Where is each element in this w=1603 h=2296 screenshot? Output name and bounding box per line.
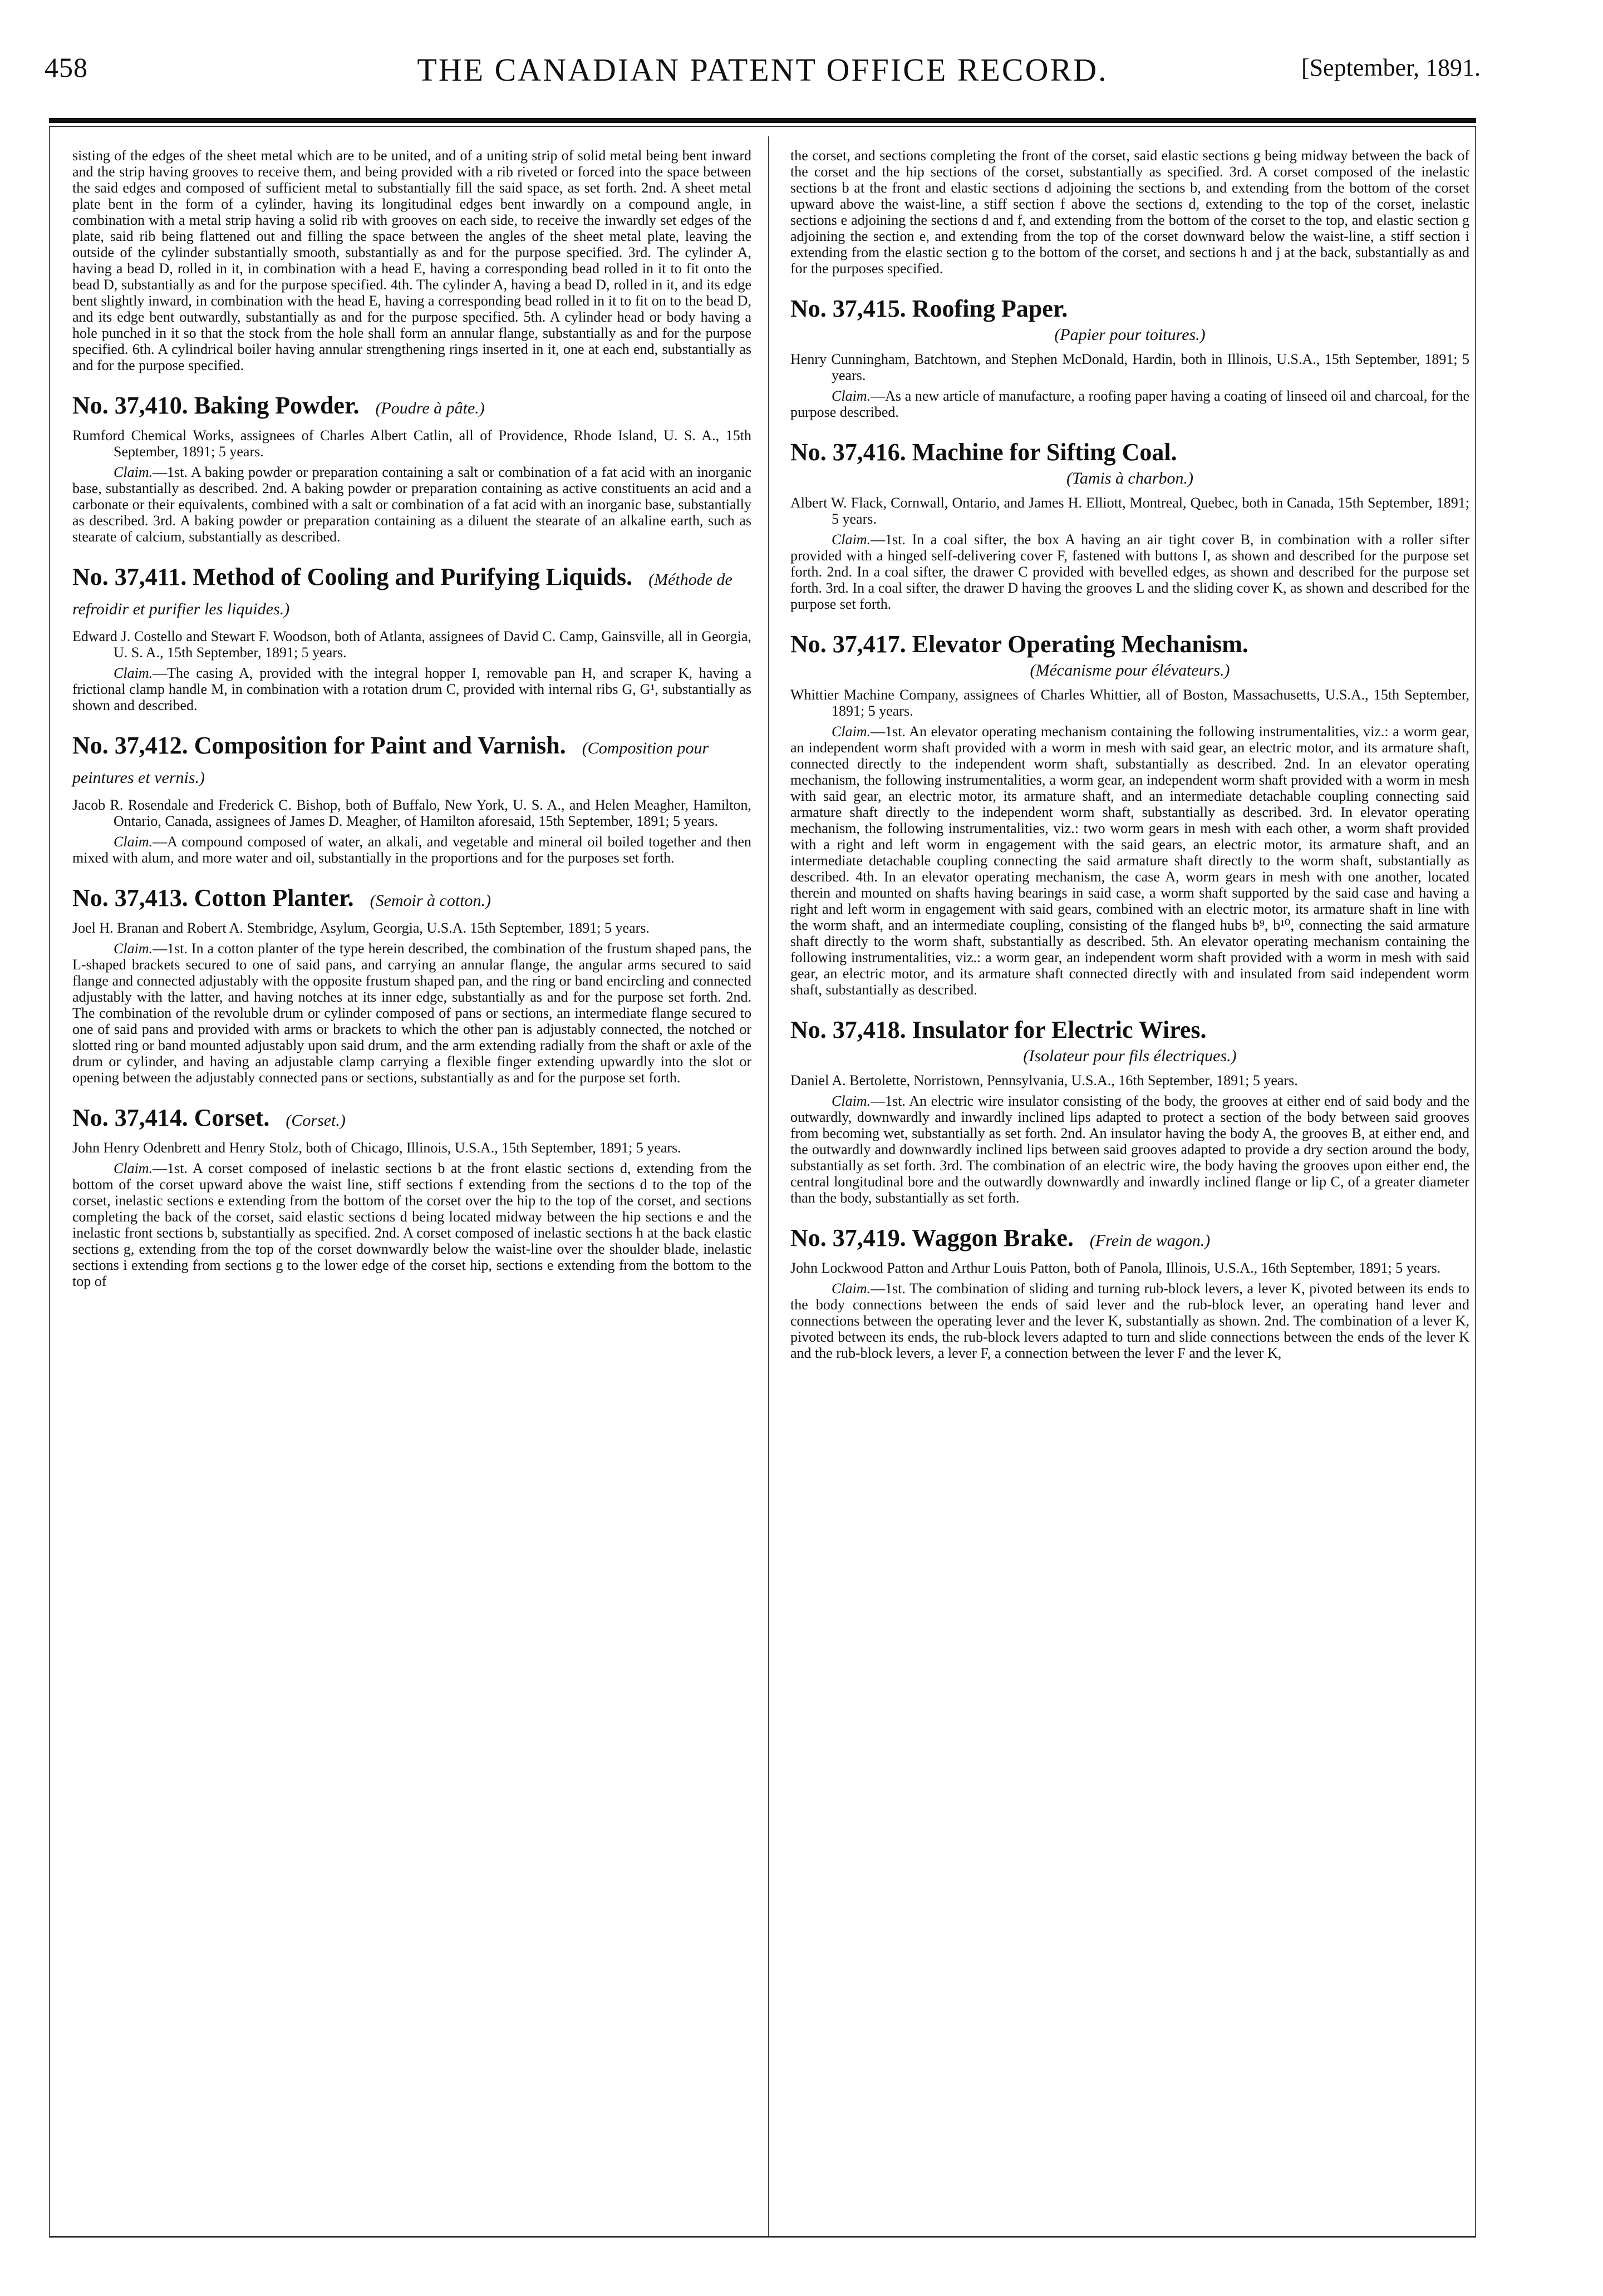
entry-french-title: (Poudre à pâte.) xyxy=(375,399,485,417)
entry-assignee: Daniel A. Bertolette, Norristown, Pennsylvania, U.S.A., 16th September, 1891; 5 years. xyxy=(790,1072,1298,1088)
entry-french-title: (Corset.) xyxy=(286,1111,346,1130)
claim-text: —1st. An electric wire insulator consisting of the body, the grooves at either end of said body and the outwardly, downwardly and inwardly inclined lips adapted to protect a section of the body between said grooves from becoming wet, substantially as set forth. 2nd. An insulator having the body A, the grooves B, at either end, and the outwardly and downwardly inclined lips between said grooves adapted to provide a dry section around the body, substantially as set forth. 3rd. The combination of an electric wire, the body having the grooves upon either end, the central longitudinal bore and the outwardly downwardly and inwardly inclined flange or lip C, of a greater diameter than the body, substantially as set forth. xyxy=(790,1093,1469,1206)
entry-title: Waggon Brake. xyxy=(912,1224,1074,1252)
patent-entry-37411 xyxy=(72,564,751,713)
entry-assignee: Jacob R. Rosendale and Frederick C. Bishop, both of Buffalo, New York, U. S. A., and Helen Meagher, Hamilton, Ontario, Canada, assignees of James D. Meagher, of Hamilton aforesaid, 15th September, 1891; 5 years. xyxy=(72,797,751,829)
claim-text: —1st. The combination of sliding and turning rub-block levers, a lever K, pivoted between its ends to the body connections between the ends of said lever and the rub-block lever, an operating hand lever and connections between the operating lever and the lever K, substantially as shown. 2nd. The combination of a lever K, pivoted between its ends, the rub-block levers adapted to turn and slide connections between the ends of the lever K and the rub-block levers, a lever F, a connection between the lever F and the lever K, xyxy=(790,1280,1469,1361)
entry-title: Corset. xyxy=(194,1104,270,1131)
column-divider xyxy=(768,136,769,2237)
claim-label: Claim. xyxy=(832,388,871,404)
header-rule xyxy=(49,118,1476,123)
patent-entry-37412 xyxy=(72,732,751,866)
entry-claim xyxy=(790,1093,1469,1206)
claim-text: —1st. In a coal sifter, the box A having an air tight cover B, in combination with a roller sifter provided with a hinged self-delivering cover F, fastened with buttons I, as shown and described for the purpose set forth. 2nd. In a coal sifter, the drawer C provided with bevelled edges, as shown and described for the purpose set forth. 3rd. In a coal sifter, the drawer D having the grooves L and the sliding cover K, as shown and described for the purpose set forth. xyxy=(790,531,1469,612)
entry-assignee: Edward J. Costello and Stewart F. Woodson, both of Atlanta, assignees of David C. Camp, Gainsville, all in Georgia, U. S. A., 15th September, 1891; 5 years. xyxy=(72,628,751,661)
patent-entry-37418 xyxy=(790,1017,1469,1206)
claim-label: Claim. xyxy=(114,834,153,850)
claim-text: —As a new article of manufacture, a roofing paper having a coating of linseed oil and charcoal, for the purpose described. xyxy=(790,388,1469,420)
continued-text: the corset, and sections completing the front of the corset, said elastic sections g being midway between the back of the corset and the hip sections of the corset, substantially as specified. 3rd. A corset composed of the inelastic sections b at the front and elastic sections d adjoining the sections b, and extending from the bottom of the corset upward above the waist-line, a stiff section f above the sections d, extending to the top of the corset, inelastic sections e adjoining the sections d and f, and extending from the bottom of the corset to the top, and elastic section g adjoining the section e, and extending from the top of the corset downward below the waist-line, a stiff section i extending from the elastic section g to the bottom of the corset, and sections h and j at the back, substantially as and for the purposes specified. xyxy=(790,147,1469,277)
entry-assignee: John Lockwood Patton and Arthur Louis Patton, both of Panola, Illinois, U.S.A., 16th September, 1891; 5 years. xyxy=(790,1260,1441,1276)
header-rule-thin xyxy=(49,126,1476,127)
claim-text: —1st. In a cotton planter of the type herein described, the combination of the frustum shaped pans, the L-shaped brackets secured to one of said pans, and carrying an annular flange, the angular arms secured to said flange and connected adjustably with the opposite frustum shaped pan, and the ring or band encircling and connected adjustably with the latter, and having notches at its inner edge, substantially as and for the purpose set forth. 2nd. The combination of the revoluble drum or cylinder composed of pans or sections, an intermediate flange secured to one of said pans and provided with arms or brackets to which the other pan is adjustably connected, the notched or slotted ring or band mounted adjustably upon said drum, and the arm extending radially from the shaft or axle of the drum or cylinder, and having an adjustable clamp carrying a flexible finger extending upwardly into the slot or opening between the adjustably connected pans or sections, substantially as and for the purpose set forth. xyxy=(72,940,751,1086)
entry-assignee: Joel H. Branan and Robert A. Stembridge, Asylum, Georgia, U.S.A. 15th September, 1891; 5 years. xyxy=(72,920,650,936)
entry-title: Roofing Paper. xyxy=(912,295,1068,322)
claim-label: Claim. xyxy=(832,1280,871,1297)
claim-text: —The casing A, provided with the integral hopper I, removable pan H, and scraper K, having a frictional clamp handle M, in combination with a rotation drum C, provided with internal ribs G, G¹, substantially as shown and described. xyxy=(72,665,751,713)
entry-claim xyxy=(72,1160,751,1289)
entry-heading xyxy=(790,1017,1469,1043)
entry-title: Composition for Paint and Varnish. xyxy=(194,732,566,759)
continued-text: sisting of the edges of the sheet metal which are to be united, and of a uniting strip of solid metal being bent inward and the strip having grooves to receive them, and being provided with a rib riveted or forced into the space between the said edges and composed of sufficient metal to substantially fill the said space, as set forth. 2nd. A sheet metal plate bent in the form of a cylinder, having its longitudinal edges bent inwardly on a compound angle, in combination with a metal strip having a solid rib with grooves on each side, to receive the inwardly set edges of the plate, said rib being flattened out and filling the space between the angles of the sheet metal plate, leaving the outside of the cylinder substantially smooth, substantially as and for the purpose specified. 3rd. The cylinder A, having a bead D, rolled in it, in combination with a head E, having a corresponding bead rolled in it to fit onto the bead D, substantially as and for the purpose specified. 4th. The cylinder A, having a bead D, rolled in it, and its edge bent slightly inward, in combination with the head E, having a corresponding bead rolled in it to fit on to the bead D, and its edge bent outwardly, substantially as and for the purpose specified. 5th. A cylinder head or body having a hole punched in it so that the stock from the hole shall form an annular flange, substantially as and for the purpose specified. 6th. A cylindrical boiler having annular strengthening rings inserted in it, one at each end, substantially as and for the purpose specified. xyxy=(72,147,751,373)
claim-label: Claim. xyxy=(832,531,871,548)
issue-date: [September, 1891. xyxy=(1301,54,1481,81)
entry-french-title: (Semoir à cotton.) xyxy=(370,891,491,910)
entry-french-title: (Mécanisme pour élévateurs.) xyxy=(1030,661,1230,679)
claim-label: Claim. xyxy=(114,464,153,480)
entry-heading xyxy=(790,295,1469,322)
patent-entry-37414 xyxy=(72,1105,751,1289)
entry-title: Cotton Planter. xyxy=(194,884,354,911)
entry-number: No. 37,412. xyxy=(72,732,188,759)
entry-claim xyxy=(790,1280,1469,1361)
entry-assignee: Whittier Machine Company, assignees of Charles Whittier, all of Boston, Massachusetts, U.S.A., 15th September, 1891; 5 years. xyxy=(790,687,1469,719)
claim-label: Claim. xyxy=(114,1160,153,1176)
entry-number: No. 37,416. xyxy=(790,438,906,466)
entry-claim xyxy=(72,940,751,1086)
claim-text: —1st. An elevator operating mechanism containing the following instrumentalities, viz.: a worm gear, an independent worm shaft provided with a worm in mesh with said gear, an electric motor, and its armature shaft, connected directly to the independent worm shaft, substantially as described. 2nd. In an elevator operating mechanism, the following instrumentalities, a worm gear, an independent worm shaft provided with a worm in mesh with said gear, an electric motor, its armature shaft, and an intermediate detachable coupling connecting said armature shaft directly to the independent worm shaft, substantially as described. 3rd. In elevator operating mechanism, the following instrumentalities, viz.: two worm gears in mesh with each other, a worm shaft provided with a right and left worm in engagement with the said gears, an electric motor, its armature shaft, and an intermediate detachable coupling connecting the said armature shaft directly to the worm shaft, substantially as described. 4th. In an elevator operating mechanism, the case A, worm gears in mesh with one another, located therein and mounted on shafts having bearings in said case, a worm shaft supported by the said case and having a right and left worm in engagement with said gears, combined with an electric motor, its armature shaft in line with the worm shaft, and an intermediate coupling, consisting of the flanged hubs b⁹, b¹⁰, connecting the said armature shaft directly to the worm shaft, substantially as described. 5th. An elevator operating mechanism containing the following instrumentalities, viz.: a worm gear, an independent worm shaft provided with a worm in mesh with said gear, an electric motor, and its armature shaft connected directly with and insulated from said independent worm shaft, substantially as described. xyxy=(790,723,1469,998)
entry-french-title: (Isolateur pour fils électriques.) xyxy=(1023,1047,1237,1065)
page-header xyxy=(45,51,1481,90)
frame-right-border xyxy=(1475,127,1476,2237)
entry-title: Method of Cooling and Purifying Liquids. xyxy=(193,563,633,590)
entry-assignee: John Henry Odenbrett and Henry Stolz, both of Chicago, Illinois, U.S.A., 15th September, 1891; 5 years. xyxy=(72,1140,681,1156)
entry-number: No. 37,411. xyxy=(72,563,187,590)
entry-number: No. 37,415. xyxy=(790,295,906,322)
entry-french-title: (Tamis à charbon.) xyxy=(1066,469,1194,487)
entry-number: No. 37,417. xyxy=(790,630,906,658)
patent-entry-37413 xyxy=(72,885,751,1086)
claim-label: Claim. xyxy=(832,723,871,740)
entry-number: No. 37,414. xyxy=(72,1104,188,1131)
entry-assignee: Albert W. Flack, Cornwall, Ontario, and James H. Elliott, Montreal, Quebec, both in Canada, 15th September, 1891; 5 years. xyxy=(790,495,1469,527)
entry-assignee: Henry Cunningham, Batchtown, and Stephen McDonald, Hardin, both in Illinois, U.S.A., 15th September, 1891; 5 years. xyxy=(790,351,1469,383)
footer-rule xyxy=(49,2236,1476,2238)
patent-entry-37416 xyxy=(790,439,1469,612)
entry-number: No. 37,413. xyxy=(72,884,188,911)
claim-text: —1st. A baking powder or preparation containing a salt or combination of a fat acid with an inorganic base, substantially as described. 2nd. A baking powder or preparation containing as active constituents an acid and a carbonate or their equivalents, combined with a salt or combination of a fat acid with an inorganic base, substantially as described. 3rd. A baking powder or preparation containing as a diluent the stearate of an alkaline earth, such as stearate of calcium, substantially as described. xyxy=(72,464,751,545)
entry-claim xyxy=(790,388,1469,420)
entry-french-title: (Composition pour peintures et vernis.) xyxy=(72,739,709,787)
entry-heading xyxy=(72,392,751,422)
entry-number: No. 37,419. xyxy=(790,1224,906,1252)
entry-title: Baking Powder. xyxy=(194,392,360,419)
page-number: 458 xyxy=(45,52,88,83)
entry-heading xyxy=(72,885,751,914)
left-column xyxy=(72,147,751,1289)
entry-claim xyxy=(72,834,751,866)
entry-heading xyxy=(72,1105,751,1134)
entry-claim xyxy=(72,665,751,713)
entry-claim xyxy=(790,531,1469,612)
entry-number: No. 37,418. xyxy=(790,1016,906,1043)
patent-entry-37410 xyxy=(72,392,751,545)
entry-claim xyxy=(790,723,1469,998)
claim-text: —1st. A corset composed of inelastic sections b at the front elastic sections d, extending from the bottom of the corset upward above the waist line, stiff sections f extending from the sections d to the top of the corset, inelastic sections e extending from the bottom of the corset over the hip to the top of the corset, and sections completing the back of the corset, said elastic sections d being located midway between the hip sections e and the inelastic front sections b, substantially as specified. 2nd. A corset composed of inelastic sections h at the back elastic sections g, extending from the top of the corset downwardly below the waist-line over the shoulder blade, inelastic sections i extending from sections g to the lower edge of the corset hip, sections e extending from the bottom to the top of xyxy=(72,1160,751,1289)
right-column xyxy=(790,147,1469,1361)
entry-assignee: Rumford Chemical Works, assignees of Charles Albert Catlin, all of Providence, Rhode Island, U. S. A., 15th September, 1891; 5 years. xyxy=(72,427,751,460)
entry-french-title: (Méthode de refroidir et purifier les liquides.) xyxy=(72,570,732,618)
claim-label: Claim. xyxy=(114,665,153,681)
entry-heading xyxy=(72,732,751,791)
entry-heading xyxy=(72,564,751,623)
entry-french-title: (Frein de wagon.) xyxy=(1089,1231,1211,1250)
entry-heading xyxy=(790,631,1469,658)
entry-heading xyxy=(790,1225,1469,1254)
entry-number: No. 37,410. xyxy=(72,392,188,419)
claim-label: Claim. xyxy=(114,940,153,957)
frame-left-border xyxy=(49,127,50,2237)
entry-heading xyxy=(790,439,1469,466)
entry-title: Machine for Sifting Coal. xyxy=(912,438,1177,466)
claim-text: —A compound composed of water, an alkali, and vegetable and mineral oil boiled together and then mixed with alum, and more water and oil, substantially in the proportions and for the purposes set forth. xyxy=(72,834,751,866)
entry-french-title: (Papier pour toitures.) xyxy=(1054,326,1206,344)
patent-entry-37419 xyxy=(790,1225,1469,1361)
patent-entry-37415 xyxy=(790,295,1469,420)
patent-entry-37417 xyxy=(790,631,1469,998)
entry-title: Insulator for Electric Wires. xyxy=(912,1016,1207,1043)
entry-claim xyxy=(72,464,751,545)
publication-title: THE CANADIAN PATENT OFFICE RECORD. xyxy=(417,52,1108,88)
claim-label: Claim. xyxy=(832,1093,871,1109)
entry-title: Elevator Operating Mechanism. xyxy=(912,630,1248,658)
